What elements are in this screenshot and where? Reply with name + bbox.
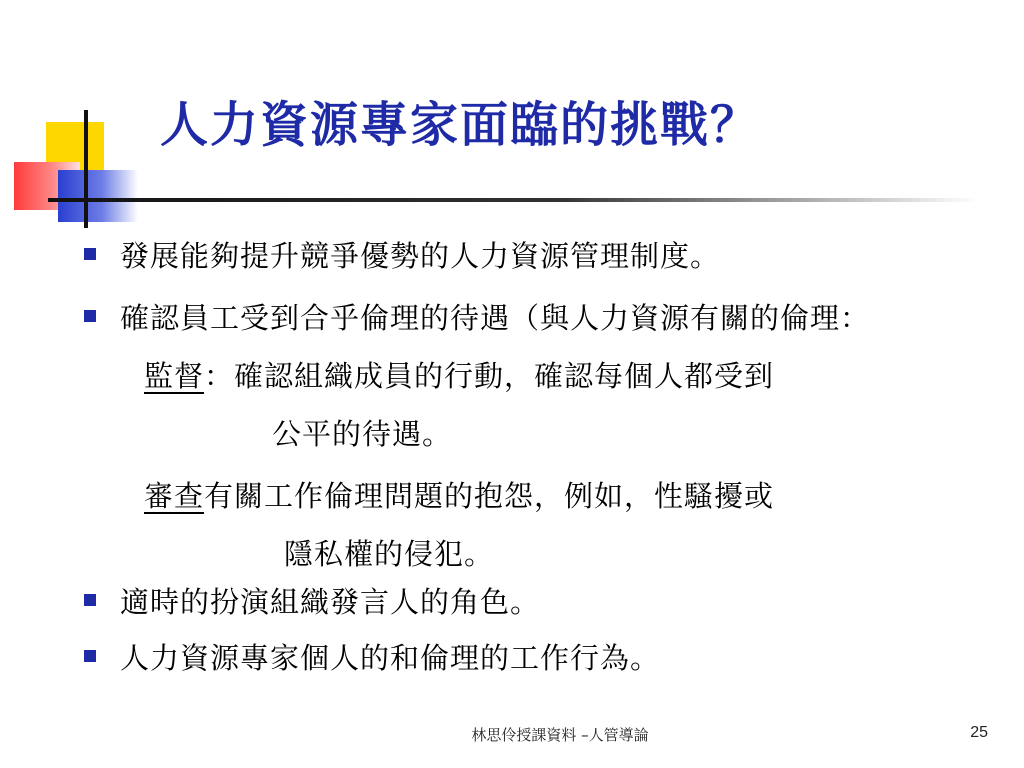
bullet-text: 人力資源專家個人的和倫理的工作行為。 xyxy=(120,641,661,675)
bullet-square-icon xyxy=(84,650,96,662)
bullet-item xyxy=(82,636,982,680)
bullet-text: 確認員工受到合乎倫理的待遇（與人力資源有關的倫理： xyxy=(120,301,871,335)
slide-footer: 林思伶授課資料 –人管導論 xyxy=(471,726,649,744)
bullet-item xyxy=(82,580,982,624)
sub-point-review xyxy=(120,474,982,518)
sub-point-supervise xyxy=(120,354,982,398)
bullet-text: 發展能夠提升競爭優勢的人力資源管理制度。 xyxy=(120,239,721,273)
slide-title: 人力資源專家面臨的挑戰？ xyxy=(160,97,761,153)
sub-text: 有關工作倫理問題的抱怨，例如，性騷擾或 xyxy=(204,479,775,513)
bullet-square-icon xyxy=(84,310,96,322)
sub-term: 監督 xyxy=(144,359,205,393)
decorative-blue-square xyxy=(58,170,138,222)
sub-text-continued: 公平的待遇。 xyxy=(272,417,453,451)
sub-text: ：確認組織成員的行動，確認每個人都受到 xyxy=(204,359,775,393)
bullet-item xyxy=(82,234,982,278)
sub-term: 審查 xyxy=(144,479,205,513)
title-underline xyxy=(48,198,978,202)
page-number: 25 xyxy=(970,724,988,741)
decorative-vertical-line xyxy=(84,110,88,228)
bullet-item xyxy=(82,296,982,576)
bullet-square-icon xyxy=(84,248,96,260)
bullet-list xyxy=(82,234,982,680)
sub-text-continued: 隱私權的侵犯。 xyxy=(284,537,495,571)
bullet-text: 適時的扮演組織發言人的角色。 xyxy=(120,585,541,619)
bullet-square-icon xyxy=(84,594,96,606)
